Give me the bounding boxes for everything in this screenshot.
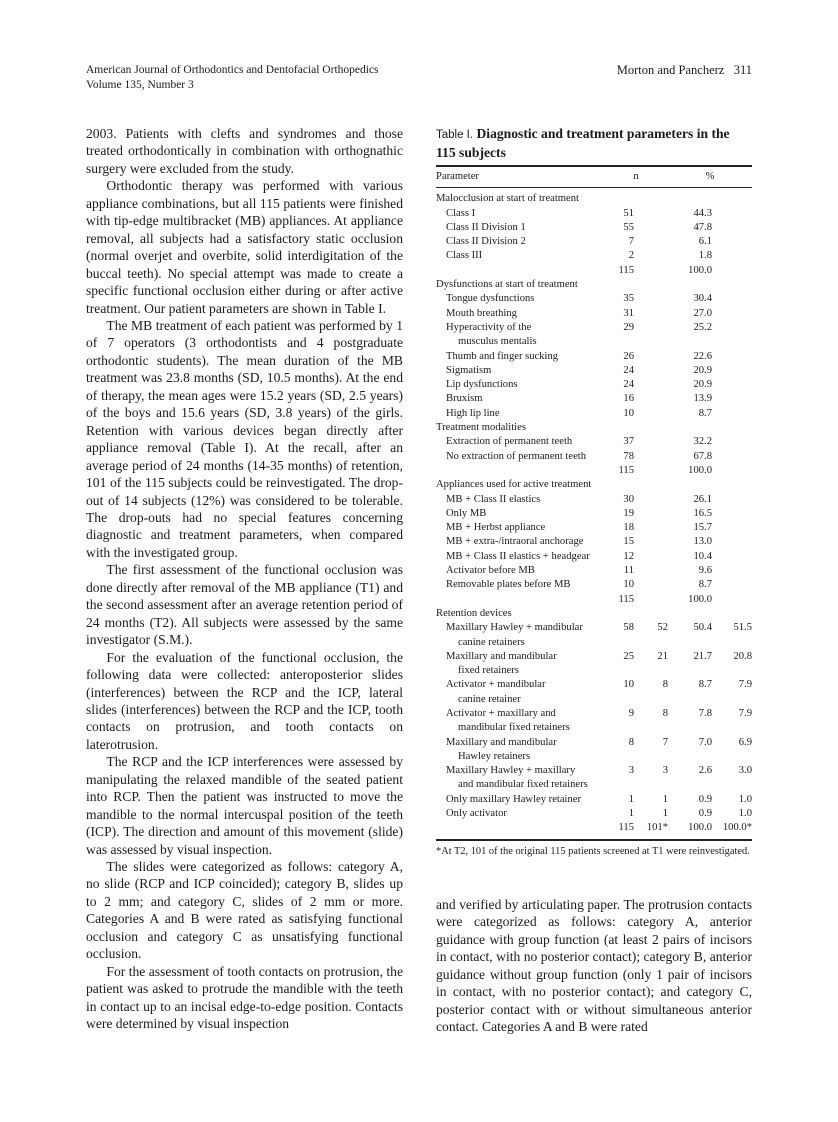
column-header-percent: % <box>705 171 715 182</box>
paragraph: 2003. Patients with clefts and syndromes and those treated orthodontically in combination with orthognathic surgery were excluded from the study. <box>86 126 403 176</box>
table-label: Table I. <box>436 129 474 141</box>
percent-cell: 6.9 <box>738 736 752 748</box>
table-row <box>436 507 752 521</box>
paragraph: The MB treatment of each patient was performed by 1 of 7 operators (3 orthodontists and 4 postgraduate orthodontic students). The mean duration of the MB treatment was 23.8 months (SD, 10.5 months). At the end of therapy, the mean ages were 15.2 years (SD, 2.5 years) of the boys and 15.6 years (SD, 3.8 years) of the girls. Retention with various devices began directly after appliance removal (Table I). At the recall, after an average period of 24 months (14-35 months) of retention, 101 of the 115 subjects could be reinvestigated. The drop-out of 14 subjects (12%) was considered to be tolerable. The drop-outs had no special features concerning diagnostic and treatment parameters, when compared with the investigated group. <box>86 317 403 560</box>
percent-cell: 22.6 <box>693 350 712 362</box>
table-row <box>436 321 752 350</box>
percent-cell: 10.4 <box>693 550 712 562</box>
table-row <box>436 535 752 549</box>
count-cell: 21 <box>657 650 668 662</box>
row-label-continued: musculus mentalis <box>458 336 537 348</box>
percent-cell: 8.7 <box>698 679 712 691</box>
percent-cell: 9.6 <box>698 565 712 577</box>
row-label: Class II Division 2 <box>446 236 526 248</box>
table-row <box>436 378 752 392</box>
row-label: Removable plates before MB <box>446 579 571 591</box>
percent-cell: 32.2 <box>693 436 712 448</box>
count-cell: 37 <box>623 436 634 448</box>
count-cell: 35 <box>623 293 634 305</box>
count-cell: 12 <box>623 550 634 562</box>
row-label: Maxillary and mandibular <box>446 650 557 662</box>
percent-cell: 1.0 <box>738 808 752 820</box>
table-row <box>436 221 752 235</box>
row-label: Activator + mandibular <box>446 679 546 691</box>
count-cell: 115 <box>618 464 634 476</box>
table-row <box>436 650 752 679</box>
count-cell: 115 <box>618 822 634 834</box>
count-cell: 1 <box>628 808 634 820</box>
percent-cell: 1.0 <box>738 793 752 805</box>
count-cell: 78 <box>623 450 634 462</box>
percent-cell: 26.1 <box>693 493 712 505</box>
row-label: Activator before MB <box>446 565 535 577</box>
row-label: MB + Class II elastics + headgear <box>446 550 590 562</box>
row-label: Only maxillary Hawley retainer <box>446 793 582 805</box>
table-row <box>436 264 752 278</box>
column-header-parameter: Parameter <box>436 171 479 182</box>
table-row <box>436 764 752 793</box>
count-cell: 10 <box>623 679 634 691</box>
percent-cell: 7.9 <box>738 707 752 719</box>
table-row <box>436 464 752 478</box>
table-row <box>436 593 752 607</box>
journal-title: American Journal of Orthodontics and Dentofacial Orthopedics <box>86 64 379 76</box>
count-cell: 1 <box>662 808 668 820</box>
percent-cell: 50.4 <box>693 622 712 634</box>
count-cell: 18 <box>623 522 634 534</box>
count-cell: 55 <box>623 221 634 233</box>
table-row <box>436 207 752 221</box>
paragraph: Orthodontic therapy was performed with various appliance combinations, but all 115 patients were finished with tip-edge multibracket (MB) appliances. At appliance removal, all subjects had a satisfactory static occlusion (normal overjet and overbite, solid interdigitation of the buccal teeth). No special attempt was made to create a specific functional occlusion either during or after active treatment. Our patient parameters are shown in Table I. <box>86 178 403 316</box>
count-cell: 115 <box>618 593 634 605</box>
count-cell: 16 <box>623 393 634 405</box>
count-cell: 8 <box>628 736 634 748</box>
right-column-text <box>436 896 752 1036</box>
count-cell: 115 <box>618 264 634 276</box>
percent-cell: 20.9 <box>693 364 712 376</box>
table-row <box>436 821 752 835</box>
table-row <box>436 350 752 364</box>
row-label: No extraction of permanent teeth <box>446 450 587 462</box>
count-cell: 10 <box>623 407 634 419</box>
percent-cell: 25.2 <box>693 321 712 333</box>
table-row <box>436 392 752 406</box>
row-label: High lip line <box>446 407 500 419</box>
table-row <box>436 793 752 807</box>
percent-cell: 8.7 <box>698 407 712 419</box>
count-cell: 9 <box>628 707 634 719</box>
running-header-journal <box>86 63 379 93</box>
section-heading: Treatment modalities <box>436 422 526 434</box>
row-label: Mouth breathing <box>446 307 517 319</box>
left-column-text <box>86 125 403 1033</box>
percent-cell: 100.0 <box>688 264 712 276</box>
percent-cell: 51.5 <box>733 622 752 634</box>
table-row <box>436 578 752 592</box>
row-label: MB + extra-/intraoral anchorage <box>446 536 584 548</box>
paragraph: For the assessment of tooth contacts on protrusion, the patient was asked to protrude the mandible with the teeth in contact up to an incisal edge-to-edge position. Contacts were determined by visual inspection <box>86 963 403 1032</box>
percent-cell: 2.6 <box>698 765 712 777</box>
count-cell: 30 <box>623 493 634 505</box>
section-heading: Dysfunctions at start of treatment <box>436 279 578 291</box>
section-heading: Malocclusion at start of treatment <box>436 193 579 205</box>
count-cell: 52 <box>657 622 668 634</box>
row-label: Bruxism <box>446 393 483 405</box>
count-cell: 25 <box>623 650 634 662</box>
section-heading: Appliances used for active treatment <box>436 479 592 491</box>
table-title: Diagnostic and treatment parameters in the 115 subjects <box>436 126 730 160</box>
count-cell: 1 <box>628 793 634 805</box>
table-row <box>436 621 752 650</box>
count-cell: 7 <box>662 736 668 748</box>
table-row <box>436 278 752 292</box>
table-row <box>436 292 752 306</box>
count-cell: 29 <box>623 321 634 333</box>
percent-cell: 3.0 <box>738 765 752 777</box>
table-row <box>436 421 752 435</box>
percent-cell: 100.0 <box>688 822 712 834</box>
table-row <box>436 736 752 765</box>
percent-cell: 21.7 <box>693 650 712 662</box>
percent-cell: 7.8 <box>698 707 712 719</box>
percent-cell: 7.9 <box>738 679 752 691</box>
page-number: 311 <box>733 63 752 77</box>
count-cell: 2 <box>628 250 634 262</box>
percent-cell: 20.9 <box>693 379 712 391</box>
count-cell: 31 <box>623 307 634 319</box>
row-label: Maxillary and mandibular <box>446 736 557 748</box>
section-heading: Retention devices <box>436 607 512 619</box>
row-label: Only activator <box>446 808 507 820</box>
percent-cell: 30.4 <box>693 293 712 305</box>
table-row <box>436 607 752 621</box>
row-label: Class I <box>446 207 476 219</box>
table-row <box>436 493 752 507</box>
table-row <box>436 564 752 578</box>
percent-cell: 100.0 <box>688 593 712 605</box>
column-header-n: n <box>633 171 639 182</box>
row-label: Hyperactivity of the <box>446 321 532 333</box>
percent-cell: 1.8 <box>698 250 712 262</box>
table-row <box>436 707 752 736</box>
row-label: Only MB <box>446 507 487 519</box>
count-cell: 58 <box>623 622 634 634</box>
row-label: MB + Class II elastics <box>446 493 541 505</box>
count-cell: 11 <box>623 565 634 577</box>
count-cell: 7 <box>628 236 634 248</box>
row-label: Lip dysfunctions <box>446 379 518 391</box>
table-row <box>436 478 752 492</box>
row-label: Thumb and finger sucking <box>446 350 559 362</box>
percent-cell: 100.0* <box>722 822 752 834</box>
paragraph: The slides were categorized as follows: category A, no slide (RCP and ICP coincided); category B, slides up to 2 mm; and category C, slides of 2 mm or more. Categories A and B were rated as satisfying functional occlusion and category C as unsatisfying functional occlusion. <box>86 859 403 962</box>
paragraph: and verified by articulating paper. The protrusion contacts were categorized as follows: category A, anterior guidance with group function (at least 2 pairs of incisors in contact, with no posterior contact); category B, anterior guidance without group function (only 1 pair of incisors in contact, with no posterior contact); and category C, posterior contact with or without simultaneous anterior contact. Categories A and B were rated <box>436 897 752 1035</box>
percent-cell: 13.9 <box>693 393 712 405</box>
percent-cell: 15.7 <box>693 522 712 534</box>
table-row <box>436 235 752 249</box>
row-label: Activator + maxillary and <box>446 707 556 719</box>
paragraph: The RCP and the ICP interferences were assessed by manipulating the relaxed mandible of the seated patient into RCP. Then the patient was instructed to move the mandible to the normal intercuspal position of the teeth (ICP). The direction and amount of this movement (slide) was assessed by visual inspection. <box>86 754 403 857</box>
paragraph: For the evaluation of the functional occlusion, the following data were collected: anteroposterior slides (interferences) between the RCP and the ICP, lateral slides (interferences) between the RCP and the ICP, tooth contacts on protrusion, and tooth contacts on laterotrusion. <box>86 649 403 752</box>
table-row <box>436 521 752 535</box>
paragraph: The first assessment of the functional occlusion was done directly after removal of the MB appliance (T1) and the second assessment after an average retention period of 24 months (T2). All subjects were assessed by the same investigator (S.M.). <box>86 562 403 648</box>
table-row <box>436 249 752 263</box>
table-row <box>436 550 752 564</box>
row-label: Class III <box>446 250 483 262</box>
row-label: Extraction of permanent teeth <box>446 436 573 448</box>
table-footnote: *At T2, 101 of the original 115 patients screened at T1 were reinvestigated. <box>436 845 750 857</box>
row-label: Maxillary Hawley + maxillary <box>446 765 576 777</box>
row-label-continued: mandibular fixed retainers <box>458 722 570 734</box>
count-cell: 51 <box>623 207 634 219</box>
percent-cell: 7.0 <box>698 736 712 748</box>
table-body <box>436 167 752 836</box>
table-row <box>436 307 752 321</box>
count-cell: 8 <box>662 679 668 691</box>
row-label-continued: fixed retainers <box>458 665 519 677</box>
table-row <box>436 450 752 464</box>
count-cell: 24 <box>623 379 634 391</box>
count-cell: 24 <box>623 364 634 376</box>
row-label: MB + Herbst appliance <box>446 522 546 534</box>
count-cell: 101* <box>646 822 668 834</box>
row-label: Tongue dysfunctions <box>446 293 535 305</box>
table-row <box>436 807 752 821</box>
count-cell: 19 <box>623 507 634 519</box>
percent-cell: 0.9 <box>698 793 712 805</box>
table-caption <box>436 125 752 161</box>
row-label: Sigmatism <box>446 364 492 376</box>
table-row <box>436 364 752 378</box>
count-cell: 26 <box>623 350 634 362</box>
table-row <box>436 435 752 449</box>
count-cell: 10 <box>623 579 634 591</box>
table-row <box>436 188 752 207</box>
running-header-authors <box>617 63 752 78</box>
percent-cell: 6.1 <box>698 236 712 248</box>
percent-cell: 13.0 <box>693 536 712 548</box>
table-1 <box>436 125 752 859</box>
percent-cell: 100.0 <box>688 464 712 476</box>
row-label-continued: and mandibular fixed retainers <box>458 779 588 791</box>
percent-cell: 8.7 <box>698 579 712 591</box>
percent-cell: 44.3 <box>693 207 712 219</box>
journal-volume: Volume 135, Number 3 <box>86 79 194 91</box>
count-cell: 3 <box>662 765 668 777</box>
row-label-continued: canine retainers <box>458 636 525 648</box>
count-cell: 8 <box>662 707 668 719</box>
table-row <box>436 407 752 421</box>
count-cell: 1 <box>662 793 668 805</box>
percent-cell: 47.8 <box>693 221 712 233</box>
percent-cell: 0.9 <box>698 808 712 820</box>
row-label-continued: Hawley retainers <box>458 750 531 762</box>
percent-cell: 67.8 <box>693 450 712 462</box>
count-cell: 3 <box>628 765 634 777</box>
percent-cell: 16.5 <box>693 507 712 519</box>
count-cell: 15 <box>623 536 634 548</box>
authors: Morton and Pancherz <box>616 63 725 77</box>
percent-cell: 27.0 <box>693 307 712 319</box>
row-label: Maxillary Hawley + mandibular <box>446 622 583 634</box>
row-label-continued: canine retainer <box>458 693 521 705</box>
percent-cell: 20.8 <box>733 650 752 662</box>
row-label: Class II Division 1 <box>446 221 526 233</box>
table-row <box>436 678 752 707</box>
